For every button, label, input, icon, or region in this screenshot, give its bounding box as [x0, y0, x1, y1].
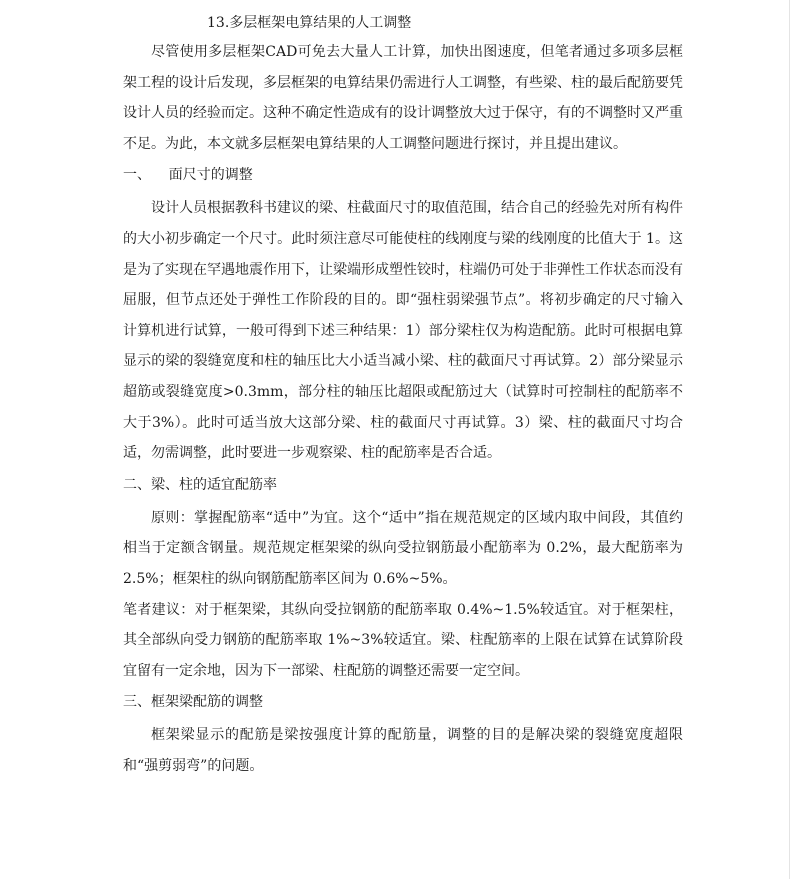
section-2-heading: 二、梁、柱的适宜配筋率	[123, 476, 277, 493]
section-3-paragraph: 框架梁显示的配筋是梁按强度计算的配筋量，调整的目的是解决梁的裂缝宽度超限和“强剪弱弯”的问题。	[123, 727, 683, 774]
section-1-paragraph: 设计人员根据教科书建议的梁、柱截面尺寸的取值范围，结合自己的经验先对所有构件的大小初步确定一个尺寸。此时须注意尽可能使柱的线刚度与梁的线刚度的比值大于 1。这是为了实现在罕遇地震作用下，让梁端形成塑性铰时，柱端仍可处于非弹性工作状态而没有屈服，但节点还处于弹性工作阶段的目的。即“强柱弱梁强节点”。将初步确定的尺寸输入计算机进行试算，一般可得到下述三种结果：1）部分梁柱仅为构造配筋。此时可根据电算显示的梁的裂缝宽度和柱的轴压比大小适当减小梁、柱的截面尺寸再试算。2）部分梁显示超筋或裂缝宽度>0.3mm，部分柱的轴压比超限或配筋过大（试算时可控制柱的配筋率不大于3%）。此时可适当放大这部分梁、柱的截面尺寸再试算。3）梁、柱的截面尺寸均合适，勿需调整，此时要进一步观察梁、柱的配筋率是否合适。	[123, 200, 683, 462]
document-title: 13.多层框架电算结果的人工调整	[207, 15, 412, 31]
section-1-heading: 一、 面尺寸的调整	[123, 167, 253, 184]
section-3-heading: 三、框架梁配筋的调整	[123, 694, 263, 711]
document-body	[123, 9, 683, 781]
section-2-paragraph-principle: 原则：掌握配筋率“适中”为宜。这个“适中”指在规范规定的区域内取中间段，其值约相当于定额含钢量。规范规定框架梁的纵向受拉钢筋最小配筋率为 0.2%，最大配筋率为2.5%；框架柱的纵向钢筋配筋率区间为 0.6%~5%。	[123, 509, 683, 587]
page-edge-divider	[789, 0, 790, 879]
intro-paragraph: 尽管使用多层框架CAD可免去大量人工计算，加快出图速度，但笔者通过多项多层框架工程的设计后发现，多层框架的电算结果仍需进行人工调整，有些梁、柱的最后配筋要凭设计人员的经验而定。这种不确定性造成有的设计调整放大过于保守，有的不调整时又严重不足。为此，本文就多层框架电算结果的人工调整问题进行探讨，并且提出建议。	[123, 44, 683, 152]
section-2-paragraph-suggestion: 笔者建议：对于框架梁，其纵向受拉钢筋的配筋率取 0.4%~1.5%较适宜。对于框架柱，其全部纵向受力钢筋的配筋率取 1%~3%较适宜。梁、柱配筋率的上限在试算在试算阶段宜留有一定余地，因为下一部梁、柱配筋的调整还需要一定空间。	[123, 601, 683, 679]
